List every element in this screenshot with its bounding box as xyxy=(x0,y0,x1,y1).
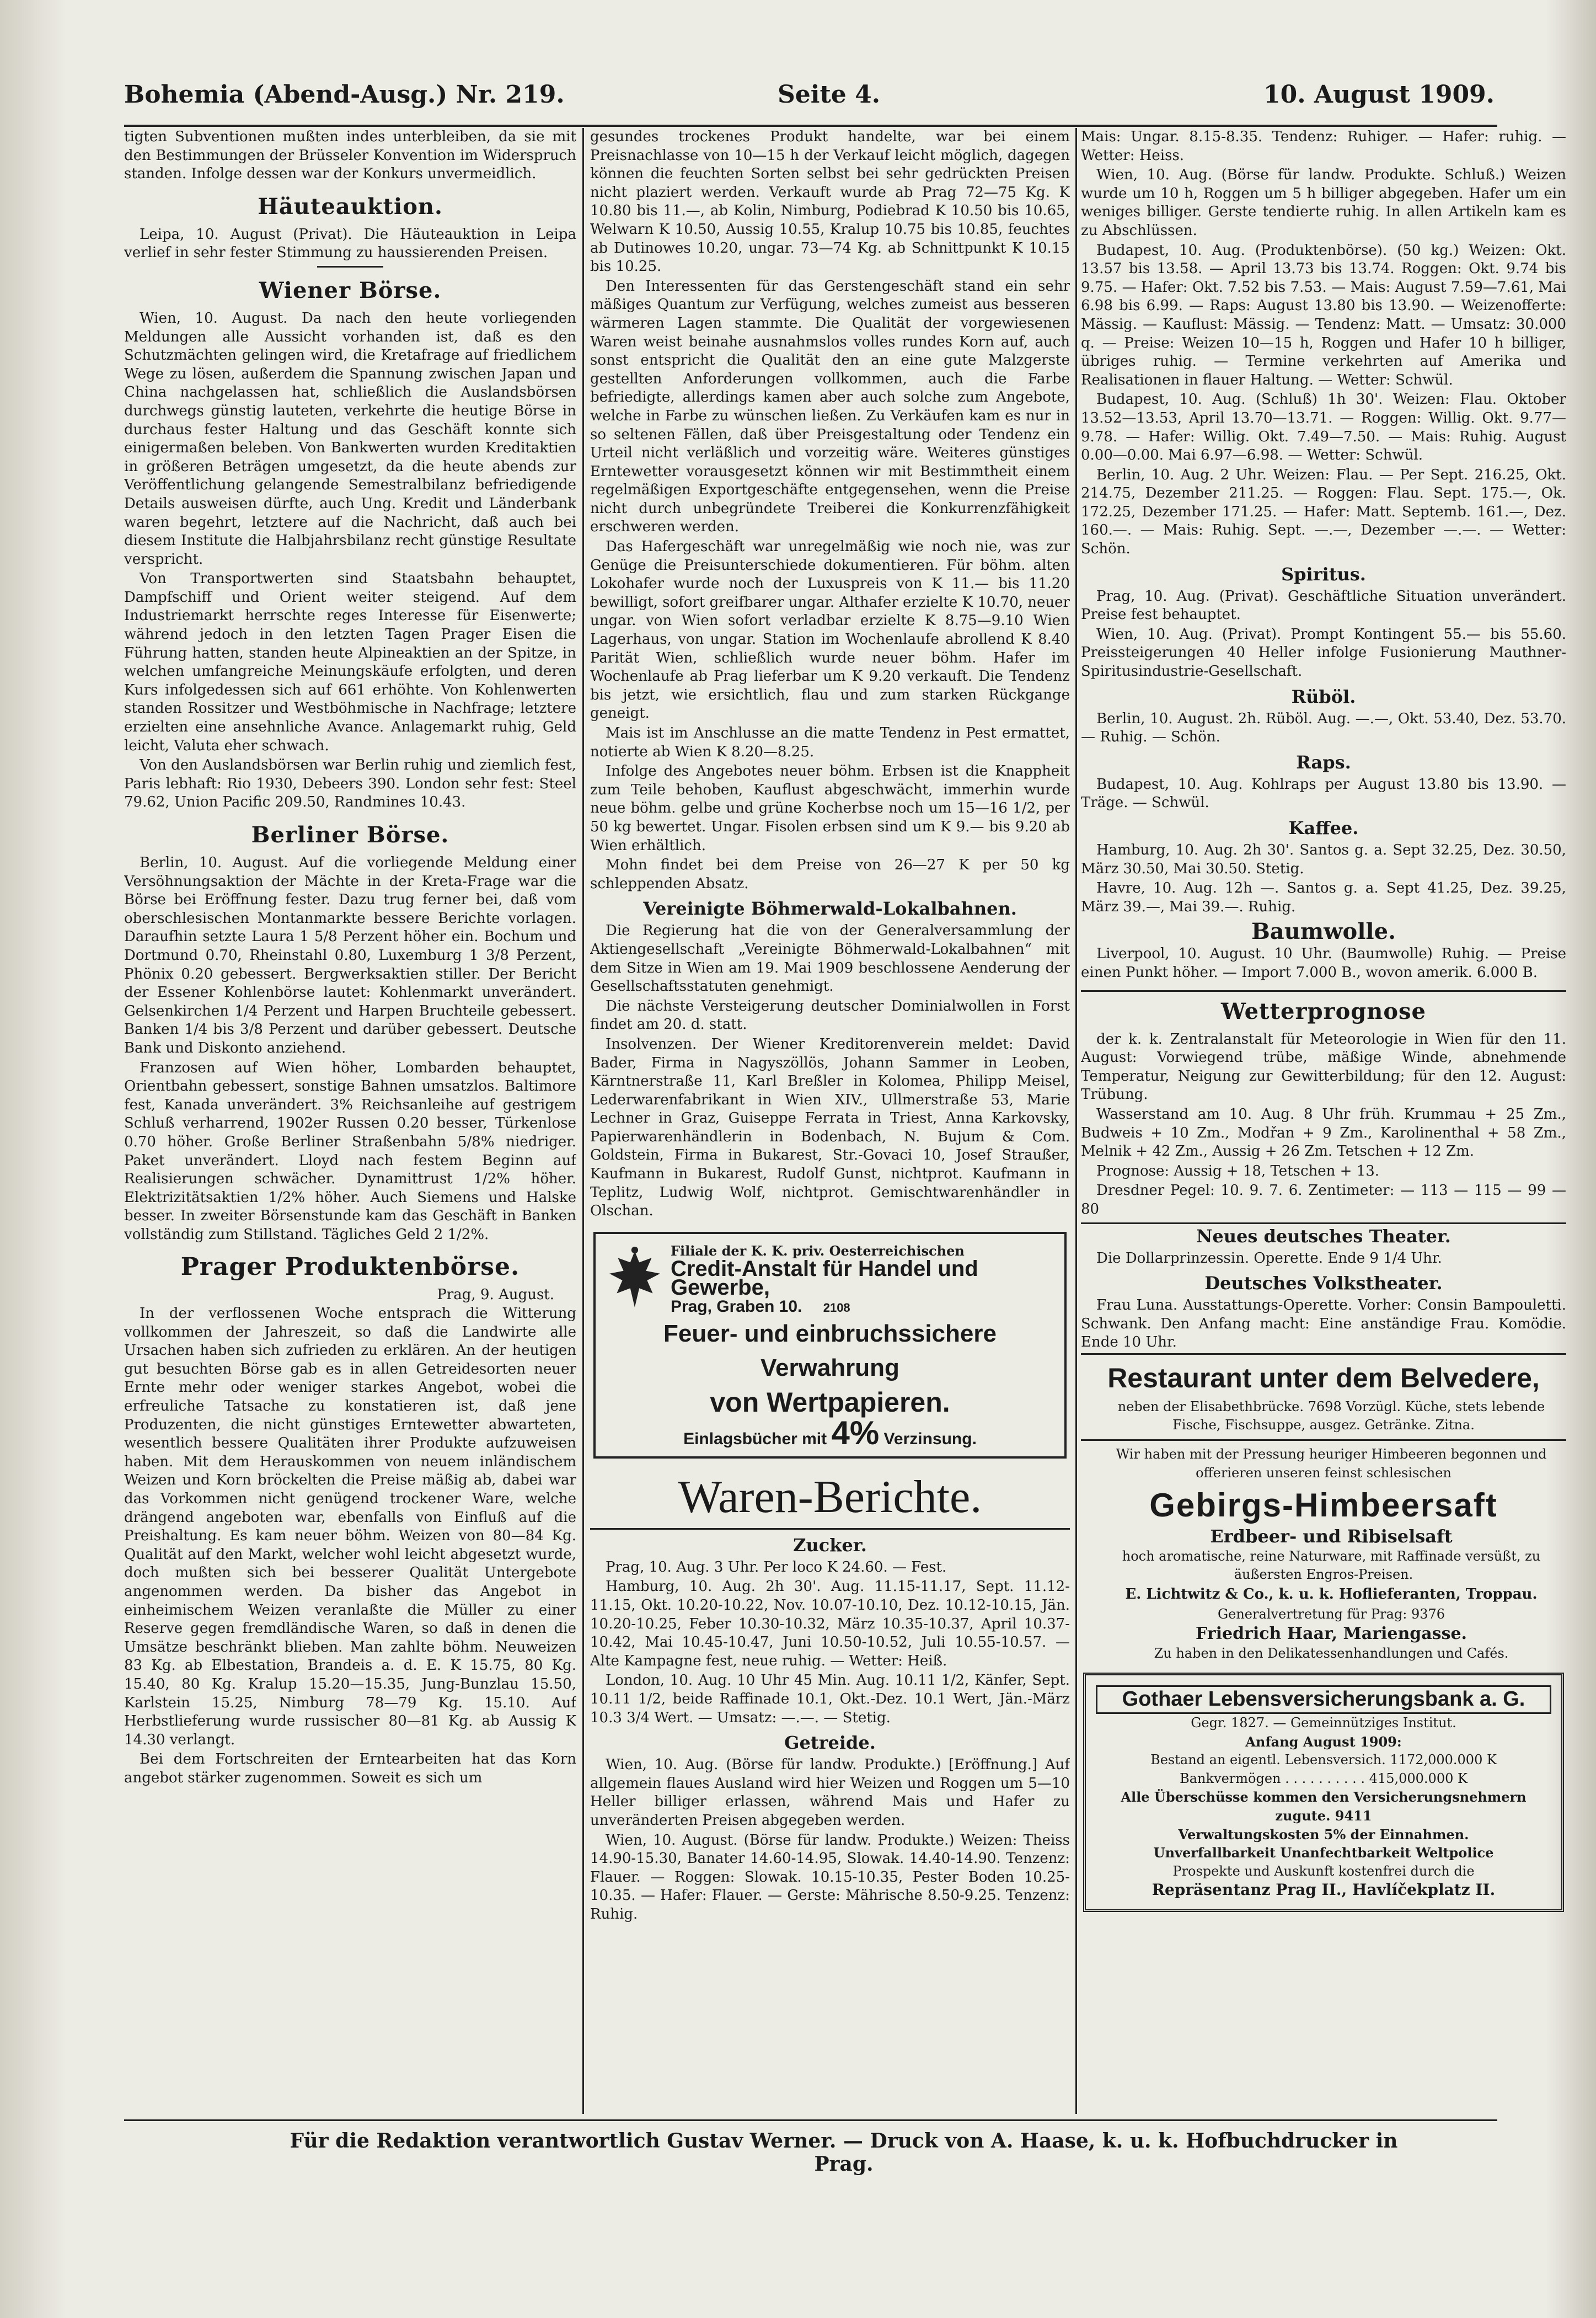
section-heading-getreide: Getreide. xyxy=(784,1732,876,1754)
article-text: Leipa, 10. August (Privat). Die Häuteauktion in Leipa verlief in sehr fester Stimmung zu haussierenden Preisen. xyxy=(124,226,576,261)
ad-footer-text: Verzinsung. xyxy=(883,1430,977,1449)
restaurant-ad-title: Restaurant unter dem Belvedere, xyxy=(1081,1353,1566,1398)
section-heading-raps: Raps. xyxy=(1296,751,1351,773)
himbeer-ad-title: Gebirgs-Himbeersaft xyxy=(1149,1487,1498,1524)
article-text: Liverpool, 10. August. 10 Uhr. (Baumwolle) Ruhig. — Preise einen Punkt höher. — Import 7.000 B., wovon amerik. 6.000 B. xyxy=(1081,946,1566,981)
article-text: Prognose: Aussig + 18, Tetschen + 13. xyxy=(1096,1162,1380,1179)
ad-rate: 4% xyxy=(831,1414,880,1452)
himbeer-ad-line: Generalvertretung für Prag: 9376 xyxy=(1217,1606,1445,1622)
section-heading-boehmerwald: Vereinigte Böhmerwald-Lokalbahnen. xyxy=(643,898,1017,920)
section-heading-berliner-boerse: Berliner Börse. xyxy=(251,822,449,848)
imprint-footer: Für die Redaktion verantwortlich Gustav Werner. — Druck von A. Haase, k. u. k. Hofbuchdrucker in Prag. xyxy=(290,2129,1398,2176)
article-text: Mais: Ungar. 8.15-8.35. Tendenz: Ruhiger. — Hafer: ruhig. — Wetter: Heiss. xyxy=(1081,129,1566,164)
ad-bank-name: Credit-Anstalt für Handel und Gewerbe, xyxy=(670,1257,978,1300)
article-text: In der verflossenen Woche entsprach die Witterung vollkommen der Jahreszeit, so daß die Landwirte alle Ursachen haben sich zufrieden zu erklären. An der heutigen gut besuchten Börse gab es in allen Getreidesorten neuer Ernte mehr oder weniger starkes Angebot, wobei die erfreuliche Tatsache zu konstatieren ist, daß jene Produzenten, die nicht günstiges Erntewetter abwarteten, wesentlich bessere Qualitäten ihrer Produkte aufzuweisen haben. Mit dem Herauskommen von neuem inländischem Weizen und Korn bröckelten die Preise mäßig ab, dabei war das Vorkommen nicht genügend trockener Ware, welche drängend angeboten war, ebenfalls von Einfluß auf die Preishaltung. Es kam neuer böhm. Weizen von 80—84 Kg. Qualität auf den Markt, welcher wohl leicht abgesetzt wurde, doch mußten sich bei besserer Qualität Untergebote angenommen werden. Da bisher das Angebot in einheimischem Weizen veranlaßte die Müller zu einer Reserve gegen fremdländische Waren, so daß in denen die Umsätze beschränkt blieben. Man zahlte böhm. Neuweizen 83 Kg. ab Elbestation, Brandeis a. d. E. K 15.75, 80 Kg. 15.40, 80 Kg. Kralup 15.20—15.35, Jung-Bunzlau 15.50, Karlstein 15.25, Nimburg 78—79 Kg. 15.10. Auf Herbstlieferung wurde russischer 80—81 Kg. ab Aussig K 14.30 verlangt. xyxy=(124,1305,576,1748)
article-text: gesundes trockenes Produkt handelte, war bei einem Preisnachlasse von 10—15 h der Verkauf leicht möglich, dagegen können die feuchten Sorten selbst bei sehr gedrückten Preisen nicht plaziert werden. Verkauft wurde ab Prag 72—75 Kg. K 10.80 bis 11.—, ab Kolin, Nimburg, Podiebrad K 10.50 bis 10.65, Welwarn K 10.50, Aussig 10.55, Kralup 10.75 bis 10.85, feuchtes ab Dutinowes 10.20, ungar. 73—74 Kg. ab Schnittpunkt K 10.15 bis 10.25. xyxy=(590,129,1070,275)
gothaer-line: Unverfallbarkeit Unanfechtbarkeit Weltpolice xyxy=(1153,1845,1494,1861)
article-text: Berlin, 10. Aug. 2 Uhr. Weizen: Flau. — Per Sept. 216.25, Okt. 214.75, Dezember 211.25. — Roggen: Flau. Sept. 175.—, Ok. 172.25, Dezember 171.25. — Hafer: Matt. Septemb. 161.—, Dez. 160.—. — Mais: Ruhig. Sept. —.—, Dezember —.—. — Wetter: Schön. xyxy=(1081,466,1566,558)
article-text: Insolvenzen. Der Wiener Kreditorenverein meldet: David Bader, Firma in Nagyszöllös, Johann Sammer in Leoben, Kärntnerstraße 11, Karl Breßler in Kolomea, Philipp Meisel, Lederwarenfabrikant in Wien XIV., Ullmerstraße 53, Marie Lechner in Graz, Guiseppe Ferrata in Triest, Anna Karkovsky, Papierwarenhändlerin in Bodenbach, N. Bujum & Com. Goldstein, Firma in Bukarest, Str.-Govaci 10, Josef Straußer, Kaufmann in Bukarest, Rudolf Gunst, nichtprot. Kaufmann in Teplitz, Ludwig Wolf, nichtprot. Gemischtwarenhändler in Olschan. xyxy=(590,1035,1070,1220)
article-text: Bei dem Fortschreiten der Erntearbeiten hat das Korn angebot stärker zugenommen. Soweit es sich um xyxy=(124,1751,576,1786)
theater-program: Die Dollarprinzessin. Operette. Ende 9 1/4 Uhr. xyxy=(1096,1249,1442,1267)
column-2 xyxy=(590,128,1070,2119)
page-shadow-left xyxy=(0,0,66,2318)
gothaer-line: Alle Überschüsse kommen den Versicherungsnehmern zugute. 9411 xyxy=(1121,1789,1527,1824)
gothaer-line: Anfang August 1909: xyxy=(1245,1733,1402,1750)
article-text: Mohn findet bei dem Preise von 26—27 K per 50 kg schleppenden Absatz. xyxy=(590,857,1070,892)
article-text: Mais ist im Anschlusse an die matte Tendenz in Pest ermattet, notierte ab Wien K 8.20—8.25. xyxy=(590,725,1070,760)
gothaer-line: Verwaltungskosten 5% der Einnahmen. xyxy=(1178,1826,1469,1842)
column-1 xyxy=(124,128,576,2114)
advertisement-credit-anstalt xyxy=(593,1232,1067,1459)
article-text: London, 10. Aug. 10 Uhr 45 Min. Aug. 10.11 1/2, Känfer, Sept. 10.11 1/2, beide Raffinade 10.1, Okt.-Dez. 10.1 Wert, Jän.-März 10.3 3/4 Wert. — Umsatz: —.—. — Stetig. xyxy=(590,1672,1070,1726)
article-text: Die Regierung hat die von der Generalversammlung der Aktiengesellschaft „Vereinigte Böhmerwald-Lokalbahnen“ mit dem Sitze in Wien am 19. Mai 1909 beschlossene Aenderung der Gesellschaftsstatuten genehmigt. xyxy=(590,922,1070,995)
himbeer-ad-line: E. Lichtwitz & Co., k. u. k. Hoflieferanten, Troppau. xyxy=(1125,1586,1538,1603)
theater-program: Frau Luna. Ausstattungs-Operette. Vorher: Consin Bampouletti. Schwank. Den Anfang macht: Eine anständige Frau. Komödie. Ende 10 Uhr. xyxy=(1081,1297,1566,1351)
article-text: Prag, 10. Aug. (Privat). Geschäftliche Situation unverändert. Preise fest behauptet. xyxy=(1081,587,1566,623)
article-text: Dresdner Pegel: 10. 9. 7. 6. Zentimeter: — 113 — 115 — 99 — 80 xyxy=(1081,1182,1566,1217)
gothaer-line: Bestand an eigentl. Lebensversich. 1172,000.000 K xyxy=(1150,1752,1497,1768)
article-text: Von den Auslandsbörsen war Berlin ruhig und ziemlich fest, Paris lebhaft: Rio 1930, Debeers 390. London sehr fest: Steel 79.62, Union Pacific 209.50, Randmines 10.43. xyxy=(124,757,576,811)
article-text: Den Interessenten für das Gerstengeschäft stand ein sehr mäßiges Quantum zur Verfügung, welches zumeist aus besseren wärmeren Lagen stammte. Die Qualität der vorgewiesenen Waren weist beinahe ausnahmslos volles rundes Korn auf, auch sonst entspricht die Qualität den an eine gute Malzgerste gestellten Anforderungen vollkommen, auch die Farbe befriedigte, allerdings kamen aber auch solche zum Angebote, welche in Farbe zu wünschen ließen. Zu Verkäufen kam es nur in so seltenen Fällen, daß über Preisgestaltung oder Tendenz ein Urteil nicht verläßlich und vorzeitig wäre. Weiteres günstiges Erntewetter vorausgesetzt können wir mit Bestimmtheit einem regelmäßigen Exportgeschäfte entgegensehen, wenn die Preise nicht durch unbegründete Treiberei die Konkurrenzfähigkeit erschweren werden. xyxy=(590,277,1070,536)
article-text: Budapest, 10. Aug. Kohlraps per August 13.80 bis 13.90. — Träge. — Schwül. xyxy=(1081,776,1566,811)
article-text: Wien, 10. August. Da nach den heute vorliegenden Meldungen alle Aussicht vorhanden ist, daß es den Schutzmächten gelingen wird, die Kretafrage auf friedlichem Wege zu lösen, außerdem die Spannung zwischen Japan und China nachgelassen hat, schließlich die Auslandsbörsen durchwegs günstig lauteten, verkehrte die heutige Börse in durchaus fester Haltung und das Geschäft konnte sich einigermaßen beleben. Von Bankwerten wurden Kreditaktien in größeren Beträgen umgesetzt, da die heute abends zur Veröffentlichung gelangende Semestralbilanz befriedigende Details ausweisen dürfte, auch Ung. Kredit und Länderbank waren begehrt, letztere auf die Nachricht, daß auch bei diesem Institute die Halbjahrsbilanz recht günstige Resultate verspricht. xyxy=(124,309,576,568)
header-page-number: Seite 4. xyxy=(778,81,881,109)
article-text: Budapest, 10. Aug. (Produktenbörse). (50 kg.) Weizen: Okt. 13.57 bis 13.58. — April 13.73 bis 13.74. Roggen: Okt. 9.74 bis 9.75. — Hafer: Okt. 7.52 bis 7.53. — Mais: August 7.59—7.61, Mai 6.98 bis 6.99. — Raps: August 13.80 bis 13.90. — Weizenofferte: Mässig. — Kauflust: Mässig. — Tendenz: Matt. — Umsatz: 30.000 q. — Preise: Weizen 10—15 h, Roggen und Hafer 10 h billiger, übriges ruhig. — Termine verkehrten auf Amerika und Realisationen in flauer Haltung. — Wetter: Schwül. xyxy=(1081,242,1566,388)
gothaer-line: Bankvermögen . . . . . . . . . . 415,000.000 K xyxy=(1180,1770,1468,1786)
ad-address xyxy=(671,1297,1053,1317)
ad-footer xyxy=(607,1414,1053,1452)
section-heading-prager-produktenboerse: Prager Produktenbörse. xyxy=(180,1253,520,1281)
section-heading-rueboel: Rüböl. xyxy=(1291,686,1356,707)
double-eagle-icon xyxy=(607,1243,663,1315)
gothaer-line: Gegr. 1827. — Gemeinnütziges Institut. xyxy=(1191,1715,1456,1731)
ad-headline: Feuer- und einbruchssichere Verwahrung xyxy=(663,1320,997,1382)
section-heading-haeuteauktion: Häuteauktion. xyxy=(258,193,443,220)
article-text: tigten Subventionen mußten indes unterbleiben, da sie mit den Bestimmungen der Brüsseler Konvention im Widerspruch standen. Infolge dessen war der Konkurs unvermeidlich. xyxy=(124,129,576,183)
article-text: Prag, 10. Aug. 3 Uhr. Per loco K 24.60. — Fest. xyxy=(606,1558,947,1575)
article-text: Berlin, 10. August. 2h. Rüböl. Aug. —.—, Okt. 53.40, Dez. 53.70. — Ruhig. — Schön. xyxy=(1081,710,1566,746)
section-heading-wiener-boerse: Wiener Börse. xyxy=(259,277,442,303)
ad-headline: von Wertpapieren. xyxy=(710,1387,950,1418)
article-text: Hamburg, 10. Aug. 2h 30'. Santos g. a. Sept 32.25, Dez. 30.50, März 30.50, Mai 30.50. Stetig. xyxy=(1081,842,1566,877)
himbeer-ad-line: Zu haben in den Delikatessenhandlungen und Cafés. xyxy=(1154,1645,1509,1661)
divider xyxy=(317,266,383,268)
article-text: Berlin, 10. August. Auf die vorliegende Meldung einer Versöhnungsaktion der Mächte in der Kreta-Frage war die Börse bei Eröffnung fester. Dazu trug ferner bei, daß vom oberschlesischen Montanmarkte bessere Berichte vorlagen. Daraufhin setzte Laura 1 5/8 Perzent höher ein. Bochum und Dortmund 0.70, Rheinstahl 0.80, Luxemburg 1 3/8 Perzent, Phönix 0.20 gebessert. Bergwerksaktien stiller. Der Bericht der Essener Kohlenbörse lautet: Kohlenmarkt unverändert. Gelsenkirchen 1/4 Perzent und Harpen Bruchteile gebessert. Banken 1/4 bis 3/8 Perzent und darüber gebessert. Deutsche Bank und Diskonto anziehend. xyxy=(124,854,576,1056)
section-heading-spiritus: Spiritus. xyxy=(1281,563,1366,585)
header-publication: Bohemia (Abend-Ausg.) Nr. 219. xyxy=(124,81,565,109)
section-heading-baumwolle: Baumwolle. xyxy=(1251,918,1396,945)
article-text: Havre, 10. Aug. 12h —. Santos g. a. Sept 41.25, Dez. 39.25, März 39.—, Mai 39.—. Ruhig. xyxy=(1081,880,1566,915)
ad-line: Filiale der K. K. priv. Oesterreichischen xyxy=(670,1242,965,1259)
header-rule xyxy=(124,125,1497,127)
article-text: der k. k. Zentralanstalt für Meteorologie in Wien für den 11. August: Vorwiegend trübe, mäßige Winde, abnehmende Temperatur, Neigung zur Gewitterbildung; für den 12. August: Trübung. xyxy=(1081,1030,1566,1103)
gothaer-advertisement xyxy=(1083,1673,1564,1912)
article-text: Franzosen auf Wien höher, Lombarden behauptet, Orientbahn gebessert, sonstige Bahnen umsatzlos. Baltimore fest, Kanada unverändert. 3% Reichsanleihe auf gestrigem Schluß verharrend, 1902er Russen 0.20 besser, Türkenlose 0.70 höher. Große Berliner Straßenbahn 5/8% niedriger. Paket unverändert. Lloyd nach festem Beginn auf Realisierungen schwächer. Dynamittrust 1/2% höher. Elektrizitätsaktien 1/2% höher. Auch Siemens und Halske besser. In zweiter Börsenstunde kam das Geschäft in Banken vollständig zum Stillstand. Tägliches Geld 2 1/2%. xyxy=(124,1059,576,1243)
column-divider-2 xyxy=(1075,128,1077,2114)
himbeer-ad-intro: Wir haben mit der Pressung heuriger Himbeeren begonnen und offerieren unseren feinst schlesischen xyxy=(1116,1446,1547,1481)
footer-rule xyxy=(124,2119,1497,2121)
article-text: Wien, 10. Aug. (Börse für landw. Produkte.) [Eröffnung.] Auf allgemein flaues Ausland wird hier Weizen und Roggen um 5—10 Heller billiger erlassen, während Mais und Hafer zu unveränderten Preisen abgegeben werden. xyxy=(590,1756,1070,1829)
article-text: Wasserstand am 10. Aug. 8 Uhr früh. Krummau + 25 Zm., Budweis + 10 Zm., Modřan + 9 Zm., Karolinenthal + 58 Zm., Melnik + 42 Zm., Aussig + 26 Zm. Tetschen + 12 Zm. xyxy=(1081,1105,1566,1160)
theater-heading: Neues deutsches Theater. xyxy=(1081,1222,1566,1248)
waren-berichte-title: Waren-Berichte. xyxy=(590,1470,1070,1530)
column-3 xyxy=(1081,128,1566,2119)
ad-number: 2108 xyxy=(823,1300,850,1315)
section-heading-wetterprognose: Wetterprognose xyxy=(1081,990,1566,1027)
article-text: Hamburg, 10. Aug. 2h 30'. Aug. 11.15-11.17, Sept. 11.12-11.15, Okt. 10.20-10.22, Nov. 10.07-10.10, Dez. 10.12-10.15, Jän. 10.20-10.25, Feber 10.30-10.32, März 10.35-10.37, April 10.37-10.42, Mai 10.45-10.47, Juni 10.50-10.52, Juli 10.55-10.57. — Alte Kampagne fest, neue ruhig. — Wetter: Heiß. xyxy=(590,1578,1070,1669)
section-heading-kaffee: Kaffee. xyxy=(1288,818,1359,838)
himbeer-ad-line: Erdbeer- und Ribiselsaft xyxy=(1210,1526,1453,1547)
article-text: Wien, 10. Aug. (Privat). Prompt Kontingent 55.— bis 55.60. Preissteigerungen 40 Heller infolge Fusionierung Mauthner-Spiritusindustrie-Gesellschaft. xyxy=(1081,626,1566,680)
article-text: Von Transportwerten sind Staatsbahn behauptet, Dampfschiff und Orient weiter steigend. Auf dem Industriemarkt herrschte reges Interesse für Eisenwerte; während jedoch in den letzten Tagen Prager Eisen die Führung hatten, standen heute Alpineaktien an der Spitze, in welchen umfangreiche Meinungskäufe erfolgten, und deren Kurs infolgedessen sich auf 661 erhöhte. Von Kohlenwerten standen Rossitzer und Westböhmische in Nachfrage; letztere erzielten eine ansehnliche Avance. Anlagemarkt ruhig, Geld leicht, Valuta eher schwach. xyxy=(124,570,576,754)
article-text: Das Hafergeschäft war unregelmäßig wie noch nie, was zur Genüge die Preisunterschiede dokumentieren. Für böhm. alten Lokohafer wurde noch der Luxuspreis von K 11.— bis 11.20 bewilligt, sofort greifbarer ungar. Althafer erzielte K 10.70, neuer ungar. von Wien sofort verladbar erzielte K 8.75—9.10 Wien Lagerhaus, von ungar. Station im Wochenlaufe abrollend K 8.40 Parität Wien, schließlich wurde neuer böhm. Hafer im Wochenlaufe ab Prag lieferbar um K 9.20 verkauft. Die Tendenz bis jetzt, wie ersichtlich, flau und zum starken Rückgange geneigt. xyxy=(590,538,1070,722)
ad-footer-text: Einlagsbücher mit xyxy=(683,1430,827,1449)
header-date: 10. August 1909. xyxy=(1263,81,1495,109)
article-text: Infolge des Angebotes neuer böhm. Erbsen ist die Knappheit zum Teile behoben, Kauflust abgeschwächt, immerhin wurde neue böhm. gelbe und grüne Kocherbse noch um 15—16 1/2, per 50 kg bewertet. Ungar. Fisolen erbsen sind um K 9.— bis 9.20 ab Wien erhältlich. xyxy=(590,763,1070,854)
himbeer-ad-line: Friedrich Haar, Mariengasse. xyxy=(1196,1624,1467,1644)
gothaer-line: Prospekte und Auskunft kostenfrei durch die xyxy=(1172,1863,1475,1879)
article-text: Budapest, 10. Aug. (Schluß) 1h 30'. Weizen: Flau. Oktober 13.52—13.53, April 13.70—13.71. — Roggen: Willig. Okt. 9.77—9.78. — Hafer: Willig. Okt. 7.49—7.50. — Mais: Ruhig. August 0.00—0.00. Mai 6.97—6.98. — Wetter: Schwül. xyxy=(1081,391,1566,464)
restaurant-ad-text: neben der Elisabethbrücke. 7698 Vorzügl. Küche, stets lebende Fische, Fischsuppe, ausgez. Getränke. Zitna. xyxy=(1117,1398,1545,1433)
theater-heading: Deutsches Volkstheater. xyxy=(1204,1273,1443,1294)
ad-address-text: Prag, Graben 10. xyxy=(670,1297,802,1316)
column-divider-1 xyxy=(582,128,584,2114)
article-text: Die nächste Versteigerung deutscher Dominialwollen in Forst findet am 20. d. statt. xyxy=(590,997,1070,1033)
himbeer-ad-line: hoch aromatische, reine Naturware, mit Raffinade versüßt, zu äußersten Engros-Preisen. xyxy=(1122,1548,1541,1583)
page-header xyxy=(124,65,1495,126)
gothaer-title: Gothaer Lebensversicherungsbank a. G. xyxy=(1096,1685,1551,1714)
article-text: Wien, 10. Aug. (Börse für landw. Produkte. Schluß.) Weizen wurde um 10 h, Roggen um 5 h billiger abgegeben. Hafer um ein weniges billiger. Gerste tendierte ruhig. In allen Artikeln kam es zu Abschlüssen. xyxy=(1081,167,1566,239)
gothaer-line: Repräsentanz Prag II., Havlíčekplatz II. xyxy=(1152,1881,1496,1899)
article-text: Wien, 10. August. (Börse für landw. Produkte.) Weizen: Theiss 14.90-15.30, Banater 14.60-14.95, Slowak. 14.40-14.90. Tenzenz: Flauer. — Roggen: Slowak. 10.15-10.35, Pester Boden 10.25-10.35. — Hafer: Flauer. — Gerste: Mährische 8.50-9.25. Tenzenz: Ruhig. xyxy=(590,1831,1070,1922)
dateline: Prag, 9. August. xyxy=(437,1286,554,1304)
section-heading-zucker: Zucker. xyxy=(793,1534,867,1556)
